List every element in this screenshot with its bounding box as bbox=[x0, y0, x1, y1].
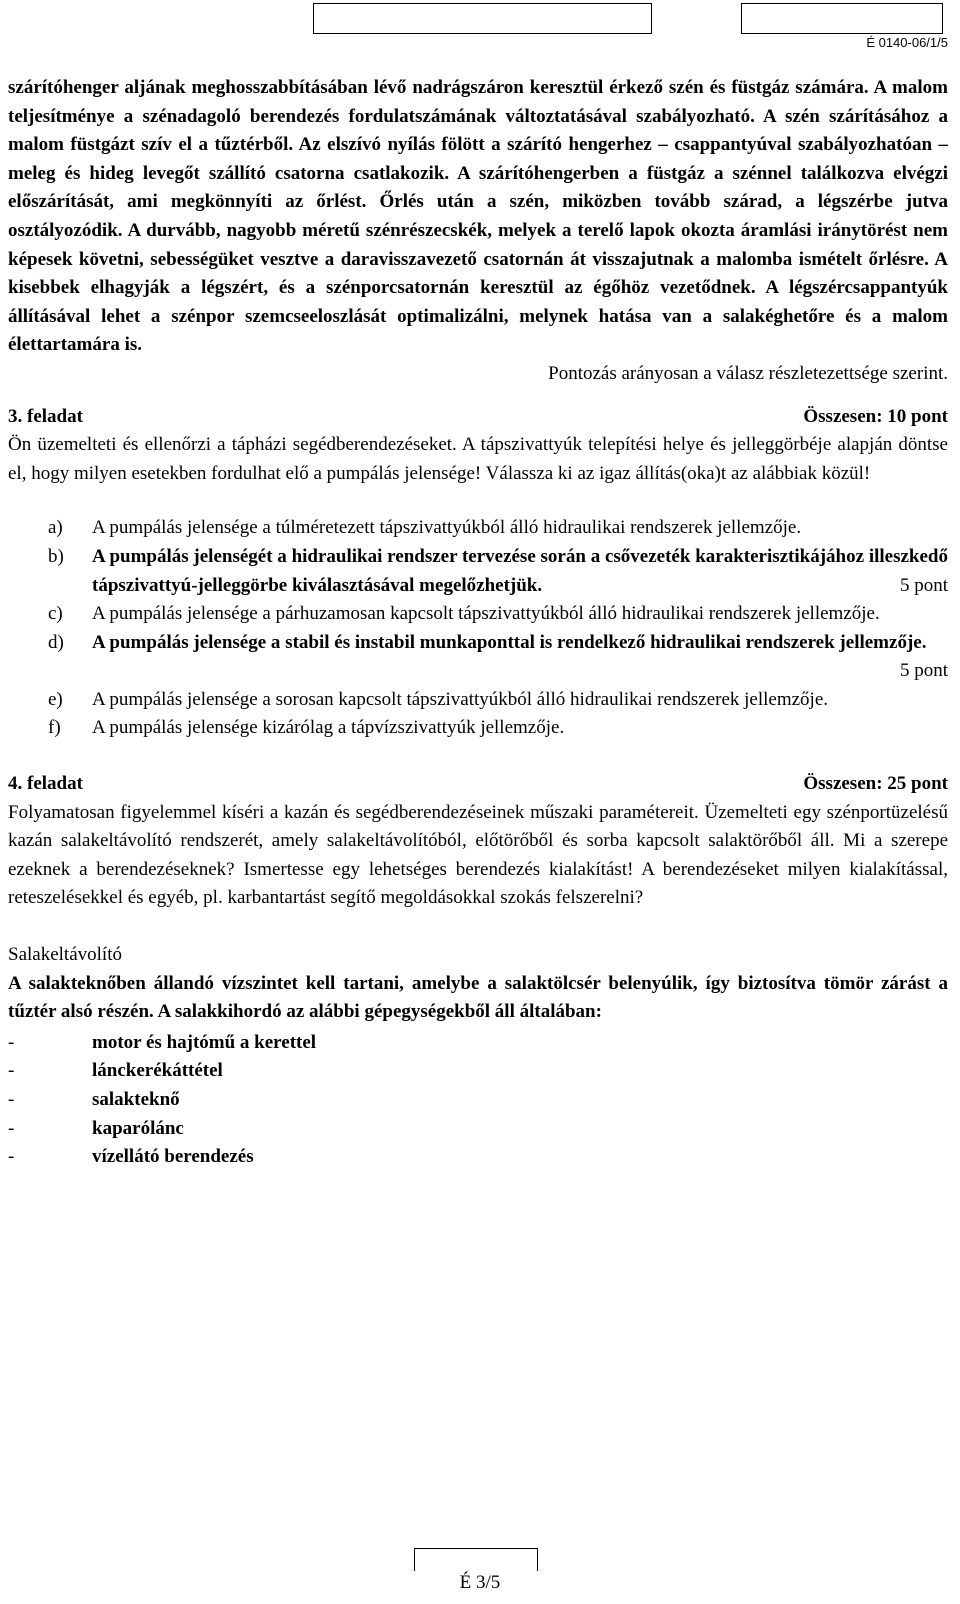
option-text: A pumpálás jelensége a párhuzamosan kapcsolt tápszivattyúkból álló hidraulikai rendszerek jellemzője. bbox=[92, 603, 880, 625]
option-label: a) bbox=[48, 517, 63, 539]
list-dash: - bbox=[8, 1060, 15, 1082]
option-label: d) bbox=[48, 631, 64, 653]
task3-total: Összesen: 10 pont bbox=[803, 405, 948, 427]
list-dash: - bbox=[8, 1117, 15, 1139]
option-text: A pumpálás jelensége a túlméretezett tápszivattyúkból álló hidraulikai rendszerek jellemzője. bbox=[92, 517, 802, 539]
list-item-text: vízellátó berendezés bbox=[92, 1146, 254, 1168]
list-dash: - bbox=[8, 1031, 15, 1053]
option-a bbox=[8, 514, 948, 543]
header-field-box-2 bbox=[741, 3, 943, 34]
list-item bbox=[8, 1143, 948, 1172]
option-text: A pumpálás jelensége a stabil és instabil munkaponttal is rendelkező hidraulikai rendszerek jellemzője. bbox=[92, 631, 927, 653]
option-points: 5 pont bbox=[899, 660, 948, 682]
option-c bbox=[8, 600, 948, 629]
page-number: É 3/5 bbox=[459, 1572, 501, 1593]
task4-prompt: Folyamatosan figyelemmel kíséri a kazán és segédberendezéseinek műszaki paramétereit. Üzemelteti egy szénportüzelésű kazán salakeltávolító rendszerét, amely salakeltávolítóból, előtörőből és sorba kapcsolt salaktörőből áll. Mi a szerepe ezeknek a berendezéseknek? Ismertesse egy lehetséges berendezés kialakítást! A berendezéseket milyen kialakítással, reteszelésekkel és egyéb, pl. karbantartást segítő megoldásokkal szokás felszerelni? bbox=[8, 801, 948, 909]
option-text: A pumpálás jelenségét a hidraulikai rendszer tervezése során a csővezeték karakterisztikájához illeszkedő tápszivattyú-jelleggörbe kiválasztásával megelőzhetjük. bbox=[92, 545, 948, 596]
list-item-text: lánckerékáttétel bbox=[92, 1060, 223, 1082]
option-d bbox=[8, 629, 948, 686]
list-item bbox=[8, 1029, 948, 1058]
option-text-wrap bbox=[92, 629, 948, 686]
task3-options bbox=[8, 514, 948, 743]
task3-title: 3. feladat bbox=[8, 405, 83, 427]
page-number-frame bbox=[414, 1548, 538, 1571]
intro-paragraph: szárítóhenger aljának meghosszabbításában lévő nadrágszáron keresztül érkező szén és füstgáz számára. A malom teljesítménye a szénadagoló berendezés fordulatszámának változtatásával szabályozható. A szén szárításához a malom füstgázt szív el a tűztérből. Az elszívó nyílás fölött a szárító hengerhez – csappantyúval szabályozhatóan – meleg és hideg levegőt szállító csatorna csatlakozik. A szárítóhengerben a füstgáz a szénnel találkozva elvégzi előszárítását, ami megkönnyíti az őrlést. Őrlés után a szén, miközben tovább szárad, a légszérbe jutva osztályozódik. A durvább, nagyobb méretű szénrészecskék, melyek a terelő lapok okozta áramlási iránytörést nem képesek követni, sebességüket vesztve a daravisszavezető csatornán át visszajutnak a malomba ismételt őrlésre. A kisebbek elhagyják a légszért, és a szénporcsatornán keresztül az égőhöz vezetődnek. A légszércsappantyúk állításával lehet a szénpor szemcseeloszlását optimalizálni, melynek hatása van a salakéghetőre és a malom élettartamára is. bbox=[8, 77, 948, 356]
task4-heading bbox=[8, 770, 948, 799]
list-item bbox=[8, 1057, 948, 1086]
option-text: A pumpálás jelensége kizárólag a tápvízszivattyúk jellemzője. bbox=[92, 717, 565, 739]
option-b bbox=[8, 543, 948, 600]
list-item-text: salakteknő bbox=[92, 1089, 180, 1110]
list-item-text: motor és hajtómű a kerettel bbox=[92, 1031, 317, 1053]
scoring-note: Pontozás arányosan a válasz részletezettsége szerint. bbox=[548, 362, 948, 384]
task4-answer: A salakteknőben állandó vízszintet kell tartani, amelybe a salaktölcsér belenyúlik, így biztosítva tömör zárást a tűztér alsó részén. A salakkihordó az alábbi gépegységekből áll általában: bbox=[8, 972, 948, 1023]
header-field-box-1 bbox=[313, 3, 652, 34]
option-label: e) bbox=[48, 688, 63, 710]
option-label: c) bbox=[48, 603, 63, 625]
option-text-wrap bbox=[92, 543, 948, 600]
option-label: f) bbox=[48, 717, 61, 739]
task4-total: Összesen: 25 pont bbox=[803, 773, 948, 795]
equipment-list bbox=[8, 1029, 948, 1172]
task4-subheading: Salakeltávolító bbox=[8, 944, 122, 966]
task3-heading bbox=[8, 403, 948, 432]
option-f bbox=[8, 714, 948, 743]
task3-prompt: Ön üzemelteti és ellenőrzi a tápházi segédberendezéseket. A tápszivattyúk telepítési helye és jelleggörbéje alapján döntse el, hogy milyen esetekben fordulhat elő a pumpálás jelensége! Válassza ki az igaz állítás(oka)t az alábbiak közül! bbox=[8, 434, 948, 484]
page-content bbox=[8, 74, 948, 1172]
option-label: b) bbox=[48, 545, 64, 567]
option-text: A pumpálás jelensége a sorosan kapcsolt tápszivattyúkból álló hidraulikai rendszerek jellemzője. bbox=[92, 688, 829, 710]
document-code: É 0140-06/1/5 bbox=[866, 35, 948, 50]
task4-title: 4. feladat bbox=[8, 773, 83, 795]
list-item bbox=[8, 1086, 948, 1115]
option-points: 5 pont bbox=[899, 574, 948, 596]
list-dash: - bbox=[8, 1146, 15, 1168]
list-item-text: kaparólánc bbox=[92, 1117, 184, 1139]
option-e bbox=[8, 686, 948, 715]
list-dash: - bbox=[8, 1089, 15, 1110]
list-item bbox=[8, 1115, 948, 1144]
